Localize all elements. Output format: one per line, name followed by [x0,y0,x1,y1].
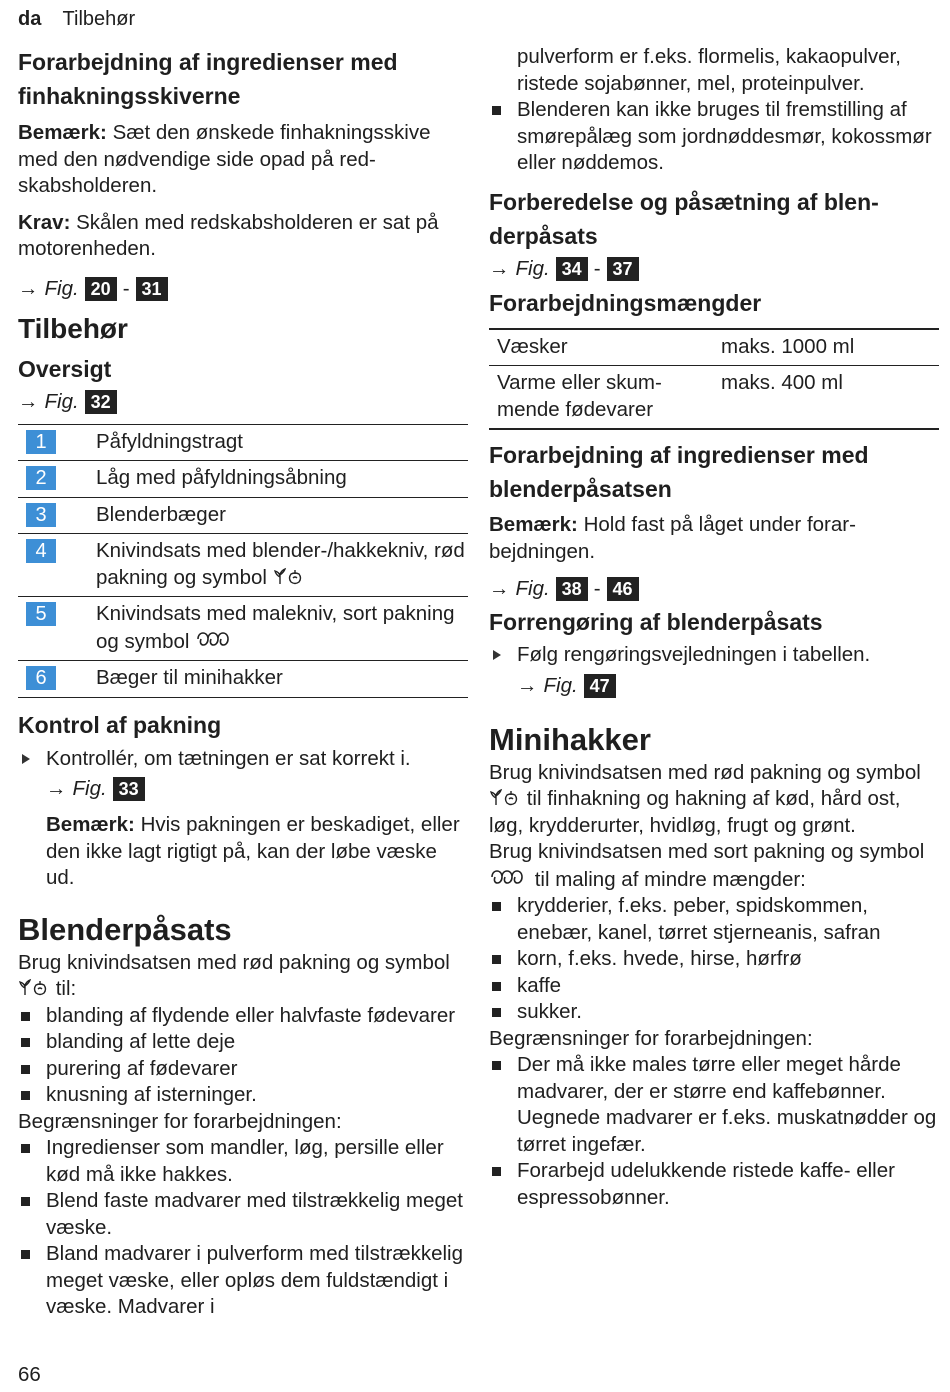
requirement [18,210,468,263]
arrow-icon: → [18,389,39,413]
figure-reference [489,255,939,283]
list-item: purering af fødevarer [18,1056,468,1083]
minihakker-p1-b: til finhakning og hakning af kød, hård ost, løg, krydderurter, hvidløg, frugt og grønt. [489,787,901,837]
heading-minihakker: Minihakker [489,721,651,757]
right-column [489,44,939,1211]
heading-forarbejdning-blender: Forarbejdning af ingredienser med blenderpåsatsen [489,442,869,502]
heading-maengder: Forarbejdningsmængder [489,289,762,316]
amount-item: Varme eller skummende fødevarer [497,371,662,421]
header-section: Tilbehør [62,8,136,30]
list-item: kaffe [489,973,939,1000]
item-number-badge: 1 [26,430,56,454]
minihakker-p2 [489,839,939,893]
item-number-badge: 2 [26,466,56,490]
herb-onion-icon [489,787,521,807]
requirement-text: Skålen med redskabsholderen er sat på motorenheden. [18,210,439,260]
table-row [18,661,468,698]
figure-badge: 37 [607,257,639,281]
item-number-badge: 3 [26,503,56,527]
limits-list [18,1135,468,1321]
range-dash: - [593,256,601,280]
list-item [489,642,939,700]
figure-badge: 34 [556,257,588,281]
list-item [18,746,468,892]
rengoring-list [489,642,939,700]
table-row [18,597,468,661]
minihakker-p1-a: Brug knivindsatsen med rød pakning og symbol [489,760,921,784]
minihakker-p1 [489,760,939,840]
minihakker-p2-a: Brug knivindsatsen med sort pakning og symbol [489,840,925,863]
fig-label: Fig. [515,577,550,600]
heading-tilbehor: Tilbehør [18,312,128,344]
note-text: Hold fast på låget under forarbejdningen. [489,513,856,563]
note-text: Hvis pakningen er beskadiget, eller den ikke lagt rigtigt på, kan der løbe væske ud. [46,813,460,889]
language-code: da [18,8,42,30]
figure-badge: 47 [584,674,616,698]
list-item: korn, f.eks. hvede, hirse, hørfrø [489,946,939,973]
item-number-badge: 6 [26,666,56,690]
table-row [18,497,468,534]
herb-onion-icon [18,977,50,997]
figure-badge: 33 [113,777,145,801]
heading-oversigt: Oversigt [18,355,112,382]
note-finhakning [18,120,468,200]
arrow-icon: → [517,673,538,697]
table-row [489,366,939,430]
list-item: Forarbejd udelukkende ristede kaffe- eller espressobønner. [489,1158,939,1211]
herb-onion-icon [273,566,305,586]
grind-swirl-icon [195,628,235,650]
rengoring-item-text: Følg rengøringsvejledningen i tabellen. [517,643,871,666]
table-row [18,534,468,597]
fig-label: Fig. [543,673,578,697]
minihakker-list [489,893,939,1026]
blender-uses-list [18,1003,468,1109]
list-item: knusning af isterninger. [18,1082,468,1109]
heading-blenderpasats: Blenderpåsats [18,911,232,947]
item-number-badge: 5 [26,602,56,626]
range-dash: - [122,276,130,300]
figure-reference [18,388,468,416]
arrow-icon: → [46,777,67,800]
list-item: blanding af flydende eller halvfaste fødevarer [18,1003,468,1030]
limits-label: Begrænsninger for forarbejdningen: [489,1026,813,1050]
arrow-icon: → [489,256,510,280]
minihakker-p2-b: til maling af mindre mængder: [534,867,806,891]
item-text: Bæger til minihakker [96,666,283,689]
table-row [489,329,939,366]
note-label: Bemærk: [489,513,578,536]
range-dash: - [593,577,601,600]
figure-reference [489,575,939,603]
item-text: Knivindsats med malekniv, sort pakning og symbol [96,602,455,653]
figure-badge: 31 [136,277,168,301]
heading-finhakning: Forarbejdning af ingredienser med finhakningsskiverne [18,49,398,109]
limits-label: Begrænsninger for forarbejdningen: [18,1109,342,1133]
list-item: Blenderen kan ikke bruges til fremstilling af smørepålæg som jordnøddesmør, kokossmør eller nøddemos. [489,97,939,177]
fig-label: Fig. [44,276,79,300]
item-cell [96,597,468,661]
figure-badge: 32 [85,390,117,414]
figure-badge: 20 [85,277,117,301]
list-item: sukker. [489,999,939,1026]
heading-kontrol: Kontrol af pakning [18,711,222,738]
item-number-badge: 4 [26,539,56,563]
limits-list-continued [489,44,939,177]
fig-label: Fig. [515,256,550,280]
heading-rengoring: Forrengøring af blenderpåsats [489,609,823,635]
arrow-icon: → [18,276,39,300]
kontrol-item-text: Kontrollér, om tætningen er sat korrekt i. [46,746,411,770]
figure-badge: 46 [607,577,639,601]
list-item: Bland madvarer i pulverform med tilstrækkelig meget væske, eller opløs dem fuldstændigt i væske. Madvarer i [18,1241,468,1321]
note-blender [489,512,939,565]
note-pakning [46,812,468,892]
amount-item: Væsker [497,334,568,358]
amounts-table [489,328,939,431]
note-label: Bemærk: [46,813,135,836]
fig-label: Fig. [44,389,79,413]
arrow-icon: → [489,577,510,600]
item-text: Knivindsats med blender-/hakkekniv, rød pakning og symbol [96,539,465,589]
requirement-label: Krav: [18,210,71,234]
figure-badge: 38 [556,577,588,601]
amount-value: maks. 400 ml [721,371,843,394]
grind-swirl-icon [489,866,529,888]
heading-forberedelse: Forberedelse og påsætning af blenderpåsats [489,188,879,249]
page-header [18,6,135,32]
limits-list [489,1052,939,1211]
list-item: Blend faste madvarer med tilstrækkelig meget væske. [18,1188,468,1241]
list-item: Der må ikke males tørre eller meget hårde madvarer, der er større end kaffebønner. Uegnede madvarer er f.eks. muskatnødder og tørret ingefær. [489,1052,939,1158]
item-cell [96,534,468,597]
kontrol-list [18,746,468,892]
blender-intro [18,950,468,1003]
list-item: blanding af lette deje [18,1029,468,1056]
table-row [18,424,468,461]
item-text: Låg med påfyldningsåbning [96,466,347,489]
table-row [18,461,468,498]
figure-reference [46,775,468,803]
list-item: krydderier, f.eks. peber, spidskommen, enebær, kanel, tørret stjerneanis, safran [489,893,939,946]
amount-value: maks. 1000 ml [721,334,855,358]
list-item: Ingredienser som mandler, løg, persille eller kød må ikke hakkes. [18,1135,468,1188]
item-text: Påfyldningstragt [96,429,244,453]
item-text: Blenderbæger [96,502,226,526]
figure-reference [18,275,468,303]
overview-table [18,424,468,698]
list-item-continued: pulverform er f.eks. flormelis, kakaopulver, ristede sojabønner, mel, proteinpulver. [517,45,901,95]
left-column [18,44,468,1321]
fig-label: Fig. [72,777,107,800]
figure-reference [517,672,939,700]
blender-intro-a: Brug knivindsatsen med rød pakning og symbol [18,950,450,974]
note-text: Sæt den ønskede finhakningsskive med den nødvendige side opad på redskabsholderen. [18,121,431,197]
page-number: 66 [18,1363,41,1386]
blender-intro-b: til: [55,977,77,1000]
note-label: Bemærk: [18,121,107,144]
